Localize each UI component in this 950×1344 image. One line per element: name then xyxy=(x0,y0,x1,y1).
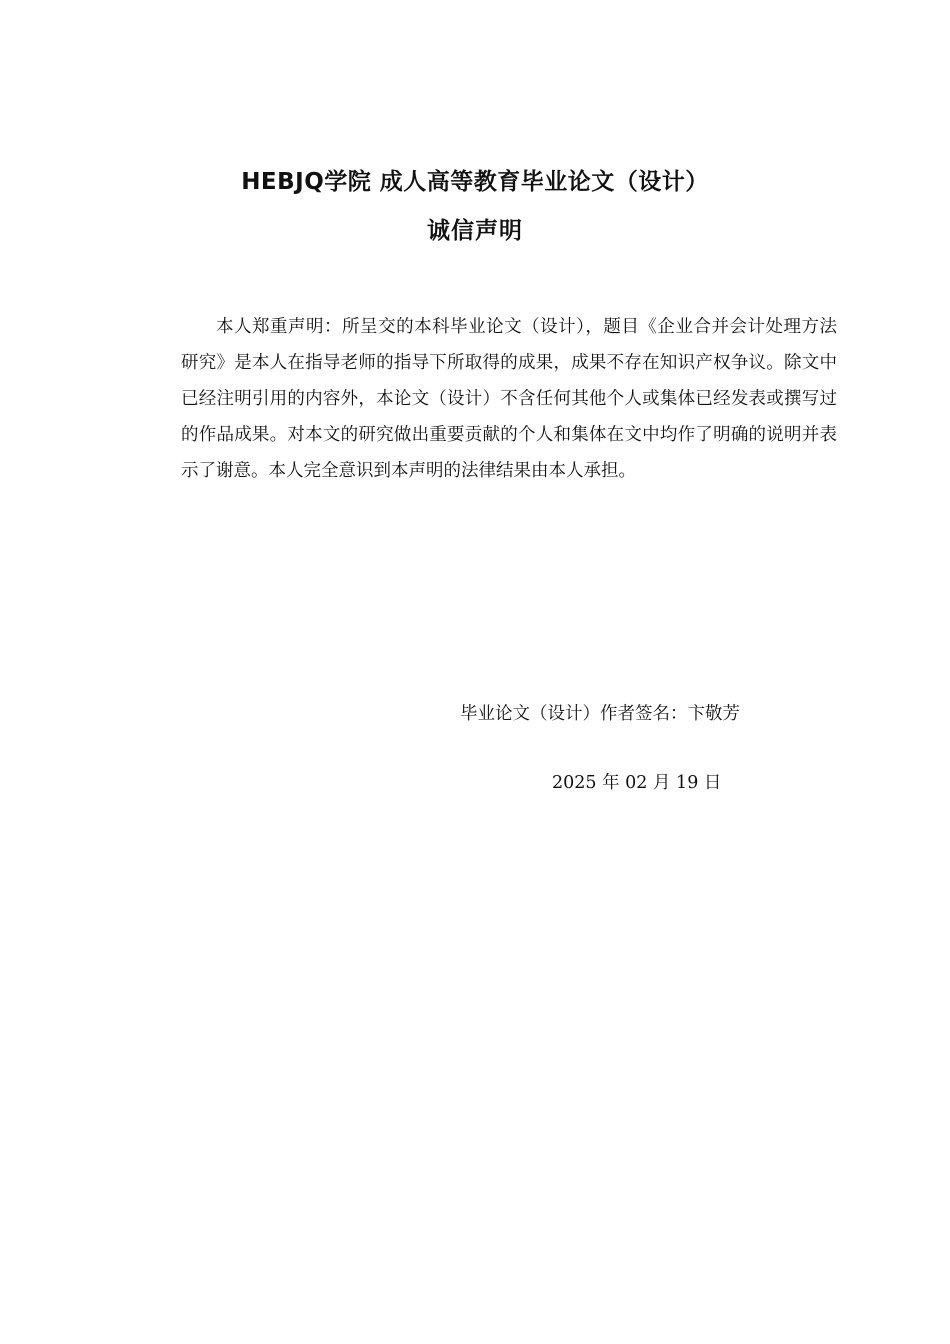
document-subtitle: 诚信声明 xyxy=(427,218,523,244)
declaration-paragraph: 本人郑重声明：所呈交的本科毕业论文（设计），题目《企业合并会计处理方法研究》是本人在指导老师的指导下所取得的成果，成果不存在知识产权争议。除文中已经注明引用的内容外，本论文（设计）不含任何其他个人或集体已经发表或撰写过的作品成果。对本文的研究做出重要贡献的个人和集体在文中均作了明确的说明并表示了谢意。本人完全意识到本声明的法律结果由本人承担。 xyxy=(181,317,837,481)
document-title: HEBJQ学院 成人高等教育毕业论文（设计） xyxy=(241,169,709,195)
signature-date: 2025 年 02 月 19 日 xyxy=(552,773,722,793)
author-signature-line: 毕业论文（设计）作者签名：卞敬芳 xyxy=(460,704,740,724)
